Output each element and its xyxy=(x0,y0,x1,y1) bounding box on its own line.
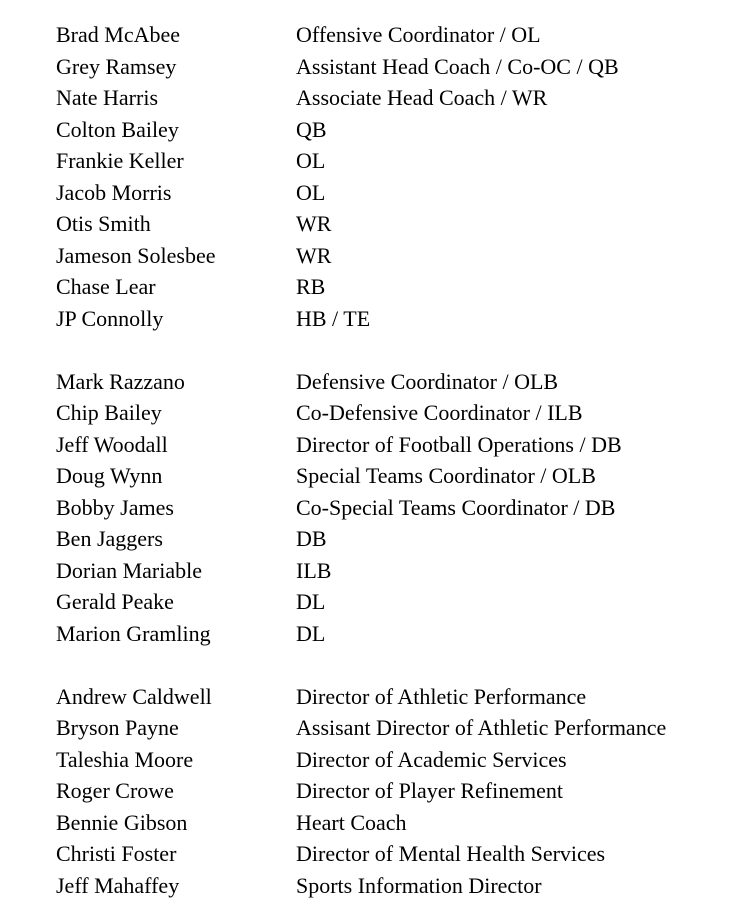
staff-group xyxy=(56,19,726,334)
staff-name: Mark Razzano xyxy=(56,368,185,394)
staff-name: Marion Gramling xyxy=(56,620,211,646)
staff-title: Director of Mental Health Services xyxy=(296,841,606,866)
staff-name: JP Connolly xyxy=(56,305,164,331)
staff-row xyxy=(56,618,726,650)
staff-title: DL xyxy=(296,620,326,646)
staff-group xyxy=(56,681,726,902)
staff-name: Otis Smith xyxy=(56,211,151,236)
staff-title: Co-Special Teams Coordinator / DB xyxy=(296,494,616,520)
staff-title: QB xyxy=(296,116,327,142)
staff-name: Ben Jaggers xyxy=(56,526,163,551)
staff-row xyxy=(56,807,726,839)
staff-title: Director of Academic Services xyxy=(296,746,567,772)
staff-name: Jameson Solesbee xyxy=(56,242,216,268)
staff-title: Co-Defensive Coordinator / ILB xyxy=(296,400,583,425)
staff-name: Bryson Payne xyxy=(56,715,179,740)
staff-title: ILB xyxy=(296,557,332,583)
staff-row xyxy=(56,114,726,146)
staff-name: Dorian Mariable xyxy=(56,557,202,583)
staff-row xyxy=(56,586,726,618)
staff-name: Chase Lear xyxy=(56,274,156,299)
staff-row xyxy=(56,712,726,744)
staff-row xyxy=(56,303,726,335)
staff-row xyxy=(56,523,726,555)
staff-title: RB xyxy=(296,274,326,299)
staff-row xyxy=(56,145,726,177)
staff-title: HB / TE xyxy=(296,305,371,331)
staff-list xyxy=(56,19,726,901)
staff-name: Colton Bailey xyxy=(56,116,179,142)
staff-title: Offensive Coordinator / OL xyxy=(296,22,541,47)
staff-title: OL xyxy=(296,148,326,173)
staff-title: DB xyxy=(296,526,327,551)
staff-name: Bennie Gibson xyxy=(56,809,188,835)
staff-row xyxy=(56,82,726,114)
staff-row xyxy=(56,460,726,492)
staff-title: Special Teams Coordinator / OLB xyxy=(296,463,596,488)
staff-title: WR xyxy=(296,211,332,236)
staff-row xyxy=(56,208,726,240)
staff-name: Nate Harris xyxy=(56,85,159,110)
staff-title: Heart Coach xyxy=(296,809,407,835)
staff-name: Gerald Peake xyxy=(56,589,174,614)
staff-name: Jeff Woodall xyxy=(56,431,168,457)
staff-row xyxy=(56,775,726,807)
staff-name: Christi Foster xyxy=(56,841,177,866)
staff-name: Brad McAbee xyxy=(56,22,181,47)
staff-title: Assistant Head Coach / Co-OC / QB xyxy=(296,53,619,79)
staff-title: Associate Head Coach / WR xyxy=(296,85,548,110)
staff-name: Jeff Mahaffey xyxy=(56,872,180,898)
staff-title: Director of Football Operations / DB xyxy=(296,431,622,457)
staff-row xyxy=(56,366,726,398)
staff-row xyxy=(56,492,726,524)
staff-row xyxy=(56,397,726,429)
staff-title: Assisant Director of Athletic Performance xyxy=(296,715,667,740)
staff-title: Director of Athletic Performance xyxy=(296,683,587,709)
staff-title: Sports Information Director xyxy=(296,872,542,898)
staff-name: Bobby James xyxy=(56,494,174,520)
staff-name: Grey Ramsey xyxy=(56,53,177,79)
staff-row xyxy=(56,838,726,870)
staff-title: Director of Player Refinement xyxy=(296,778,563,803)
staff-name: Chip Bailey xyxy=(56,400,162,425)
staff-row xyxy=(56,240,726,272)
staff-name: Doug Wynn xyxy=(56,463,163,488)
staff-row xyxy=(56,177,726,209)
staff-title: DL xyxy=(296,589,326,614)
staff-row xyxy=(56,681,726,713)
staff-title: OL xyxy=(296,179,326,205)
staff-name: Taleshia Moore xyxy=(56,746,194,772)
staff-row xyxy=(56,744,726,776)
staff-row xyxy=(56,870,726,902)
staff-name: Frankie Keller xyxy=(56,148,184,173)
staff-row xyxy=(56,19,726,51)
staff-row xyxy=(56,555,726,587)
staff-name: Andrew Caldwell xyxy=(56,683,212,709)
staff-row xyxy=(56,429,726,461)
staff-group xyxy=(56,366,726,650)
staff-name: Roger Crowe xyxy=(56,778,174,803)
staff-name: Jacob Morris xyxy=(56,179,172,205)
staff-row xyxy=(56,271,726,303)
staff-row xyxy=(56,51,726,83)
staff-title: Defensive Coordinator / OLB xyxy=(296,368,559,394)
staff-title: WR xyxy=(296,242,332,268)
